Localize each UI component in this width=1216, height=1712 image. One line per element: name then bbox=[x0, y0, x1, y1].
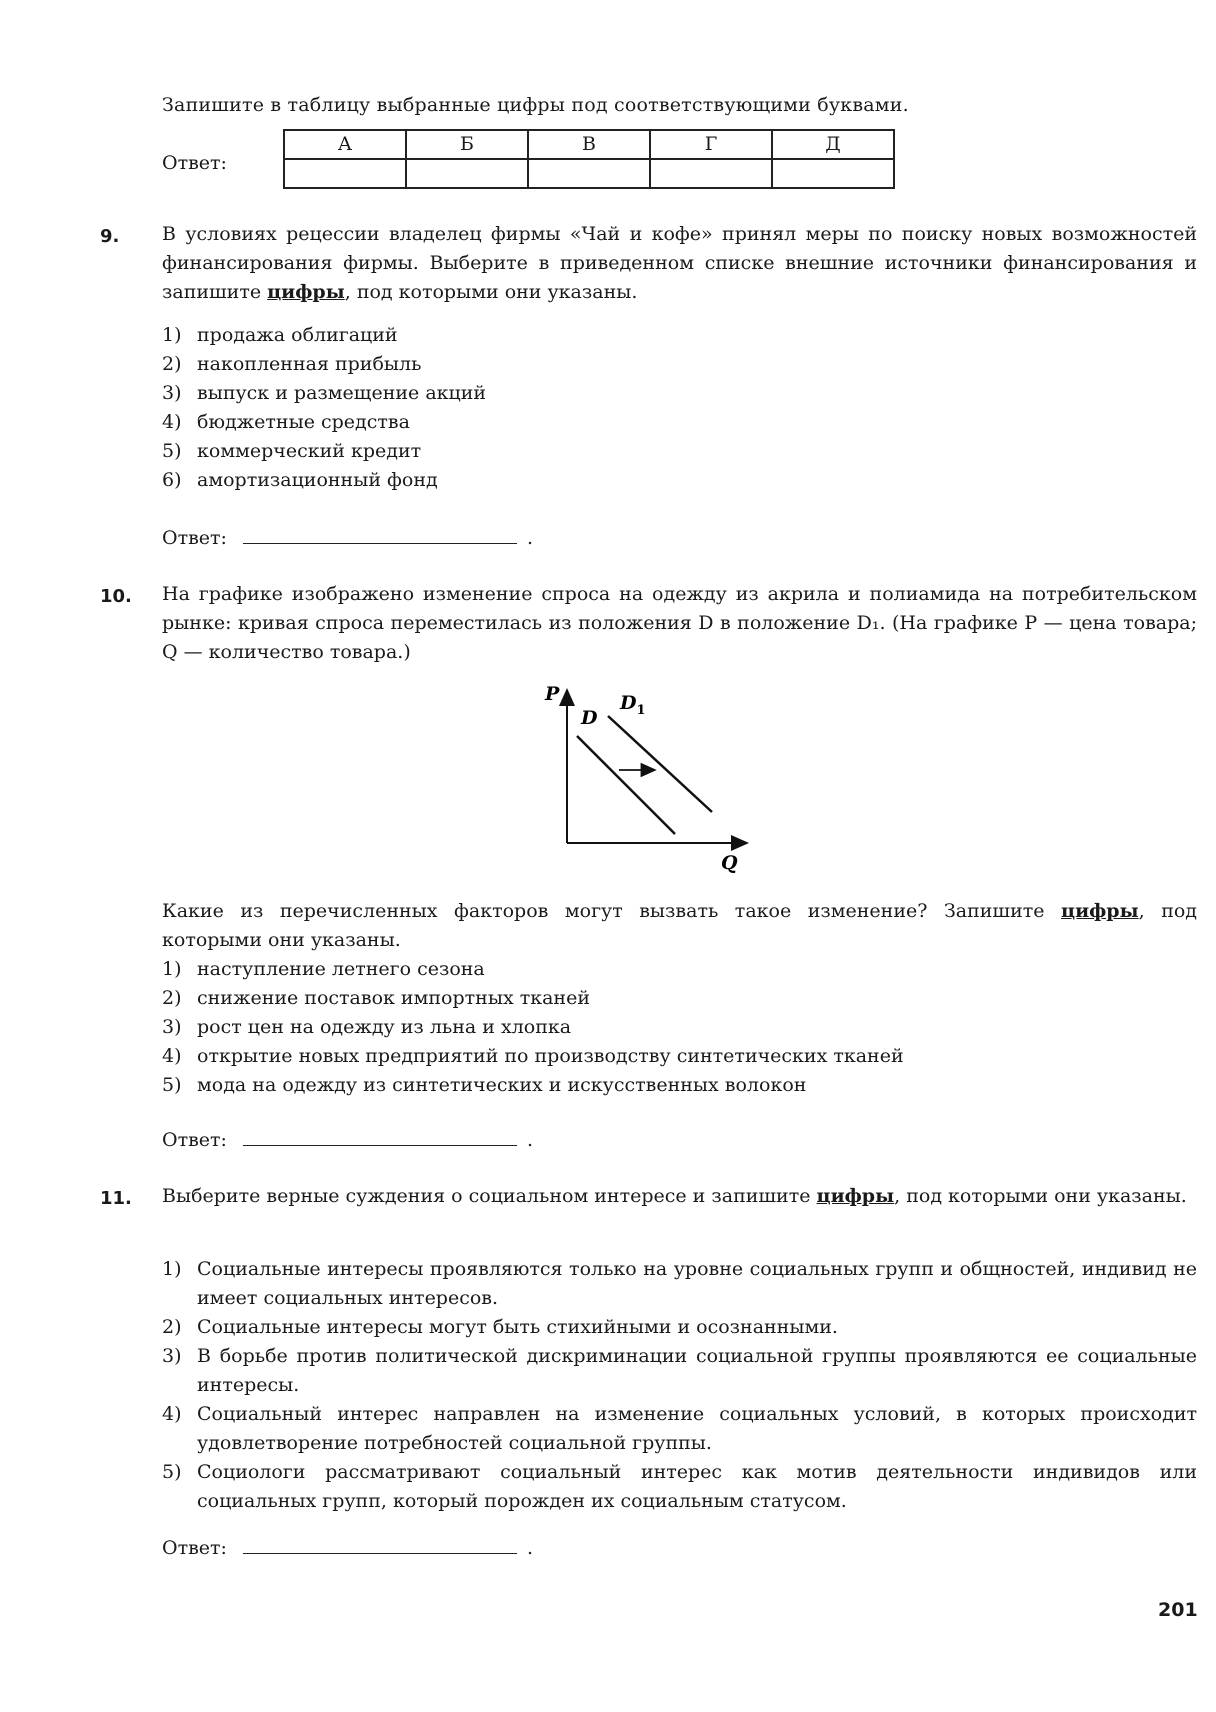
table-header-b: Б bbox=[406, 130, 528, 159]
table-instruction: Запишите в таблицу выбранные цифры под соответствующими буквами. bbox=[162, 94, 909, 116]
list-item: 2) накопленная прибыль bbox=[162, 353, 422, 375]
demand-shift-graph bbox=[535, 680, 765, 880]
price-axis-label: P bbox=[545, 683, 560, 705]
list-item: 5) коммерческий кредит bbox=[162, 440, 422, 462]
curve-d-label: D bbox=[581, 707, 598, 729]
list-item: 1) продажа облигаций bbox=[162, 324, 398, 346]
answer-input-line[interactable] bbox=[243, 1125, 517, 1146]
list-item: 5) мода на одежду из синтетических и искусственных волокон bbox=[162, 1074, 807, 1096]
question-10-prompt: Какие из перечисленных факторов могут вызвать такое изменение? Запишите цифры, под которыми они указаны. bbox=[162, 900, 1197, 951]
list-item: 5) Социологи рассматривают социальный интерес как мотив деятельности индивидов или социальных групп, который порожден их социальным статусом. bbox=[162, 1461, 1197, 1512]
list-item: 3) рост цен на одежду из льна и хлопка bbox=[162, 1016, 572, 1038]
answer-row: Ответ: . bbox=[162, 1533, 533, 1563]
list-item: 1) Социальные интересы проявляются только на уровне социальных групп и общностей, индивид не имеет социальных интересов. bbox=[162, 1258, 1197, 1309]
table-answer-cell[interactable] bbox=[406, 159, 528, 188]
curve-d1-label: $D_1$ bbox=[620, 692, 646, 718]
list-item: 6) амортизационный фонд bbox=[162, 469, 438, 491]
table-answer-cell[interactable] bbox=[528, 159, 650, 188]
answer-table bbox=[283, 129, 895, 189]
demand-curve-d1 bbox=[608, 716, 712, 812]
page-number: 201 bbox=[1158, 1599, 1198, 1621]
list-item: 4) Социальный интерес направлен на изменение социальных условий, в которых происходит удовлетворение потребностей социальной группы. bbox=[162, 1403, 1197, 1454]
question-10-text: На графике изображено изменение спроса на одежду из акрила и полиамида на потребительском рынке: кривая спроса переместилась из положения D в положение D₁. (На графике P — цена товара; Q — количество товара.) bbox=[162, 583, 1197, 663]
table-header-g: Г bbox=[650, 130, 772, 159]
table-answer-cell[interactable] bbox=[284, 159, 406, 188]
list-item: 1) наступление летнего сезона bbox=[162, 958, 485, 980]
question-11-text: Выберите верные суждения о социальном интересе и запишите цифры, под которыми они указаны. bbox=[162, 1185, 1187, 1207]
question-9-text: В условиях рецессии владелец фирмы «Чай и кофе» принял меры по поиску новых возможностей финансирования фирмы. Выберите в приведенном списке внешние источники финансирования и запишите цифры, под которыми они указаны. bbox=[162, 223, 1197, 303]
question-number: 9. bbox=[100, 226, 120, 247]
list-item: 3) В борьбе против политической дискриминации социальной группы проявляются ее социальные интересы. bbox=[162, 1345, 1197, 1396]
question-number: 11. bbox=[100, 1188, 132, 1209]
list-item: 2) Социальные интересы могут быть стихийными и осознанными. bbox=[162, 1316, 838, 1338]
table-header-d: Д bbox=[772, 130, 894, 159]
answer-input-line[interactable] bbox=[243, 523, 517, 544]
answer-input-line[interactable] bbox=[243, 1533, 517, 1554]
question-number: 10. bbox=[100, 586, 132, 607]
list-item: 3) выпуск и размещение акций bbox=[162, 382, 487, 404]
answer-row: Ответ: . bbox=[162, 1125, 533, 1155]
list-item: 2) снижение поставок импортных тканей bbox=[162, 987, 590, 1009]
list-item: 4) бюджетные средства bbox=[162, 411, 410, 433]
quantity-axis-label: Q bbox=[721, 852, 738, 874]
table-answer-cell[interactable] bbox=[772, 159, 894, 188]
answer-label: Ответ: bbox=[162, 152, 227, 174]
table-header-v: В bbox=[528, 130, 650, 159]
table-header-a: А bbox=[284, 130, 406, 159]
demand-curve-d bbox=[577, 736, 675, 834]
table-answer-cell[interactable] bbox=[650, 159, 772, 188]
list-item: 4) открытие новых предприятий по производству синтетических тканей bbox=[162, 1045, 904, 1067]
answer-row: Ответ: . bbox=[162, 523, 533, 553]
